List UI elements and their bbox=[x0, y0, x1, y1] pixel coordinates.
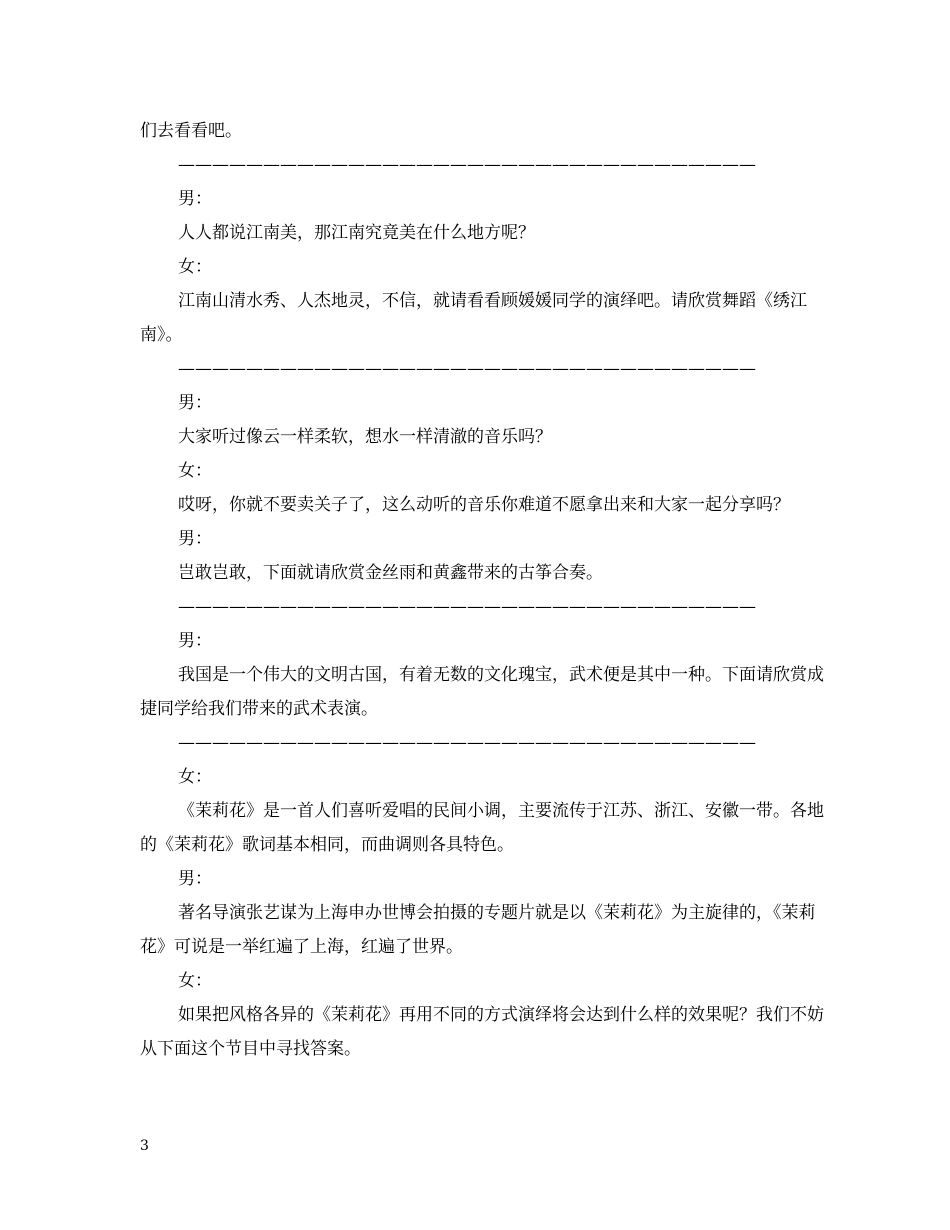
paragraph: 岂敢岂敢，下面就请欣赏金丝雨和黄鑫带来的古筝合奏。 bbox=[178, 563, 603, 583]
page-body bbox=[140, 114, 828, 1066]
section-divider: —————————————————————————————————— bbox=[178, 733, 756, 753]
speaker-label-male: 男： bbox=[178, 393, 212, 413]
section-divider: —————————————————————————————————— bbox=[178, 597, 756, 617]
speaker-label-female: 女： bbox=[178, 257, 212, 277]
paragraph: 著名导演张艺谋为上海申办世博会拍摄的专题片就是以《茉莉花》为主旋律的，《茉莉花》可说是一举红遍了上海，红遍了世界。 bbox=[140, 903, 816, 957]
paragraph: 我国是一个伟大的文明古国，有着无数的文化瑰宝，武术便是其中一种。下面请欣赏成捷同学给我们带来的武术表演。 bbox=[140, 665, 824, 719]
speaker-label-male: 男： bbox=[178, 869, 212, 889]
paragraph: 哎呀，你就不要卖关子了，这么动听的音乐你难道不愿拿出来和大家一起分享吗？ bbox=[178, 495, 790, 515]
paragraph: 们去看看吧。 bbox=[140, 121, 242, 141]
section-divider: —————————————————————————————————— bbox=[178, 359, 756, 379]
speaker-label-male: 男： bbox=[178, 631, 212, 651]
paragraph: 《茉莉花》是一首人们喜听爱唱的民间小调，主要流传于江苏、浙江、安徽一带。各地的《茉莉花》歌词基本相同，而曲调则各具特色。 bbox=[140, 801, 824, 855]
section-divider: —————————————————————————————————— bbox=[178, 155, 756, 175]
speaker-label-male: 男： bbox=[178, 189, 212, 209]
paragraph: 如果把风格各异的《茉莉花》再用不同的方式演绎将会达到什么样的效果呢？我们不妨从下面这个节目中寻找答案。 bbox=[140, 1005, 824, 1059]
speaker-label-female: 女： bbox=[178, 971, 212, 991]
speaker-label-female: 女： bbox=[178, 767, 212, 787]
paragraph: 人人都说江南美，那江南究竟美在什么地方呢？ bbox=[178, 223, 535, 243]
page-number: 3 bbox=[140, 1138, 149, 1154]
paragraph: 大家听过像云一样柔软，想水一样清澈的音乐吗？ bbox=[178, 427, 552, 447]
speaker-label-male: 男： bbox=[178, 529, 212, 549]
paragraph: 江南山清水秀、人杰地灵，不信，就请看看顾媛媛同学的演绎吧。请欣赏舞蹈《绣江南》。 bbox=[140, 291, 807, 345]
speaker-label-female: 女： bbox=[178, 461, 212, 481]
